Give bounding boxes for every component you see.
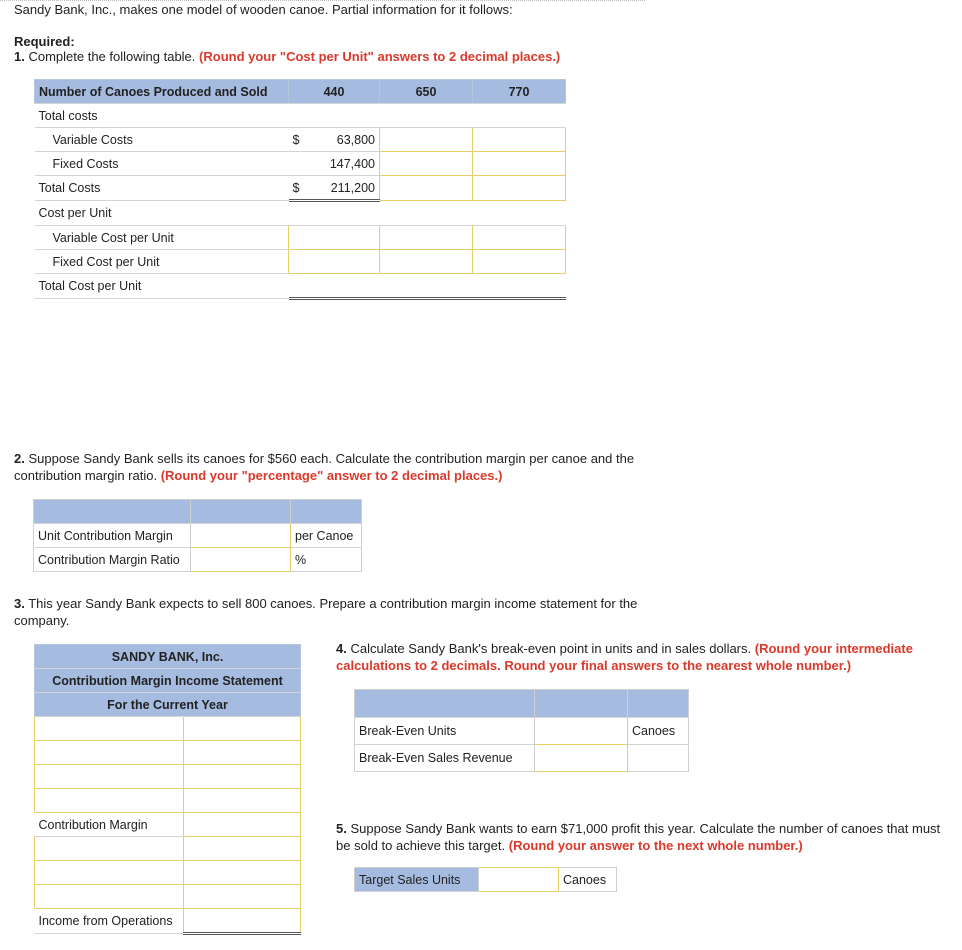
- is-row-cm: [35, 813, 301, 837]
- target-units-label: Target Sales Units: [355, 868, 479, 892]
- q4-instruction: [336, 640, 946, 674]
- is-label-input-3[interactable]: [35, 765, 184, 789]
- cost-table: [34, 79, 566, 300]
- vcpu-650-input[interactable]: [380, 226, 473, 250]
- q2-note: (Round your "percentage" answer to 2 decimal places.): [160, 468, 503, 483]
- is-row-6: [35, 861, 301, 885]
- fixed-costs-650-input[interactable]: [380, 152, 473, 176]
- is-amount-input-4[interactable]: [184, 789, 301, 813]
- is-row-income: [35, 909, 301, 934]
- row-fixed-costs: [35, 152, 566, 176]
- be-units-label: Break-Even Units: [355, 718, 535, 745]
- total-costs-770-input[interactable]: [473, 176, 566, 201]
- intro-text: Sandy Bank, Inc., makes one model of wooden canoe. Partial information for it follows:: [14, 2, 513, 17]
- cm-ratio-input[interactable]: [191, 548, 291, 572]
- total-costs-650-input[interactable]: [380, 176, 473, 201]
- is-amount-input-3[interactable]: [184, 765, 301, 789]
- contribution-margin-label: Contribution Margin: [35, 813, 184, 837]
- q2-text: Suppose Sandy Bank sells its canoes for $560 each. Calculate the contribution margin per canoe and the contribution margin ratio.: [14, 451, 635, 483]
- q1-text: Complete the following table.: [28, 49, 196, 64]
- row-variable-cost-per-unit: [35, 226, 566, 250]
- income-from-operations-label: Income from Operations: [35, 909, 184, 934]
- is-amount-input-7[interactable]: [184, 885, 301, 909]
- row-total-cost-per-unit: [35, 274, 566, 299]
- be-revenue-label: Break-Even Sales Revenue: [355, 745, 535, 772]
- income-statement-table: [34, 644, 301, 935]
- dollar-sign: $: [292, 180, 300, 195]
- fcpu-440-input[interactable]: [289, 250, 380, 274]
- cm-table: [33, 499, 362, 572]
- percent-label: %: [291, 548, 362, 572]
- q2-number: 2.: [14, 451, 25, 466]
- is-amount-input-2[interactable]: [184, 741, 301, 765]
- variable-costs-770-input[interactable]: [473, 128, 566, 152]
- statement-period: For the Current Year: [35, 693, 301, 717]
- vcpu-440-input[interactable]: [289, 226, 380, 250]
- q1-note: (Round your "Cost per Unit" answers to 2 decimal places.): [199, 49, 561, 64]
- vcpu-770-input[interactable]: [473, 226, 566, 250]
- q5-number: 5.: [336, 821, 347, 836]
- is-row-5: [35, 837, 301, 861]
- q3-text: This year Sandy Bank expects to sell 800 canoes. Prepare a contribution margin income statement for the company.: [14, 596, 638, 628]
- canoes-label: Canoes: [628, 718, 689, 745]
- q4-note: (Round your intermediate calculations to 2 decimals. Round your final answers to the nearest whole number.): [336, 641, 913, 673]
- q2-instruction: [14, 450, 644, 484]
- variable-cost-per-unit-label: Variable Cost per Unit: [35, 226, 289, 250]
- row-cm-ratio: [34, 548, 362, 572]
- q3-number: 3.: [14, 596, 25, 611]
- fixed-costs-440: 147,400: [289, 152, 380, 176]
- tcpu-440-input[interactable]: [289, 274, 380, 299]
- tcpu-770-input[interactable]: [473, 274, 566, 299]
- fixed-cost-per-unit-label: Fixed Cost per Unit: [35, 250, 289, 274]
- cm-table-header: [34, 500, 362, 524]
- q4-text: Calculate Sandy Bank's break-even point in units and in sales dollars.: [350, 641, 752, 656]
- total-costs-label: Total costs: [35, 104, 289, 128]
- per-canoe-label: per Canoe: [291, 524, 362, 548]
- q5-instruction: [336, 820, 956, 854]
- is-amount-input-1[interactable]: [184, 717, 301, 741]
- total-cost-per-unit-label: Total Cost per Unit: [35, 274, 289, 299]
- cost-per-unit-label: Cost per Unit: [35, 201, 289, 226]
- required-heading: Required:: [14, 34, 75, 49]
- row-unit-cm: [34, 524, 362, 548]
- header-label: Number of Canoes Produced and Sold: [35, 80, 289, 104]
- fcpu-650-input[interactable]: [380, 250, 473, 274]
- row-be-revenue: [355, 745, 689, 772]
- row-target-units: [355, 868, 617, 892]
- unit-cm-label: Unit Contribution Margin: [34, 524, 191, 548]
- row-variable-costs: [35, 128, 566, 152]
- contribution-margin-input[interactable]: [184, 813, 301, 837]
- variable-costs-440: $ 63,800: [289, 128, 380, 152]
- break-even-table: [354, 689, 689, 772]
- q1-instruction: [14, 48, 560, 65]
- q4-number: 4.: [336, 641, 347, 656]
- tcpu-650-input[interactable]: [380, 274, 473, 299]
- fcpu-770-input[interactable]: [473, 250, 566, 274]
- fixed-costs-770-input[interactable]: [473, 152, 566, 176]
- q3-instruction: [14, 595, 644, 629]
- is-label-input-4[interactable]: [35, 789, 184, 813]
- is-row-3: [35, 765, 301, 789]
- is-label-input-5[interactable]: [35, 837, 184, 861]
- is-amount-input-5[interactable]: [184, 837, 301, 861]
- cm-ratio-label: Contribution Margin Ratio: [34, 548, 191, 572]
- target-table: [354, 867, 617, 892]
- q5-text: Suppose Sandy Bank wants to earn $71,000 profit this year. Calculate the number of canoes that must be sold to achieve this target.: [336, 821, 941, 853]
- is-label-input-2[interactable]: [35, 741, 184, 765]
- total-costs-row-label: Total Costs: [35, 176, 289, 201]
- is-label-input-6[interactable]: [35, 861, 184, 885]
- statement-title: Contribution Margin Income Statement: [35, 669, 301, 693]
- dollar-sign: $: [292, 132, 300, 147]
- is-label-input-1[interactable]: [35, 717, 184, 741]
- row-be-units: [355, 718, 689, 745]
- is-row-4: [35, 789, 301, 813]
- canoes-label: Canoes: [559, 868, 617, 892]
- target-units-input[interactable]: [479, 868, 559, 892]
- variable-costs-label: Variable Costs: [35, 128, 289, 152]
- is-row-1: [35, 717, 301, 741]
- col-440: 440: [289, 80, 380, 104]
- company-name: SANDY BANK, Inc.: [35, 645, 301, 669]
- row-cost-per-unit-heading: [35, 201, 566, 226]
- row-fixed-cost-per-unit: [35, 250, 566, 274]
- col-650: 650: [380, 80, 473, 104]
- row-total-costs-heading: [35, 104, 566, 128]
- cost-table-header: [35, 80, 566, 104]
- unit-cm-input[interactable]: [191, 524, 291, 548]
- be-units-input[interactable]: [535, 718, 628, 745]
- total-costs-440: $ 211,200: [289, 176, 380, 201]
- is-row-2: [35, 741, 301, 765]
- fixed-costs-label: Fixed Costs: [35, 152, 289, 176]
- be-revenue-input[interactable]: [535, 745, 628, 772]
- col-770: 770: [473, 80, 566, 104]
- is-amount-input-6[interactable]: [184, 861, 301, 885]
- q5-note: (Round your answer to the next whole number.): [508, 838, 803, 853]
- row-total-costs: [35, 176, 566, 201]
- variable-costs-650-input[interactable]: [380, 128, 473, 152]
- is-label-input-7[interactable]: [35, 885, 184, 909]
- q1-number: 1.: [14, 49, 25, 64]
- is-row-7: [35, 885, 301, 909]
- income-from-operations-input[interactable]: [184, 909, 301, 934]
